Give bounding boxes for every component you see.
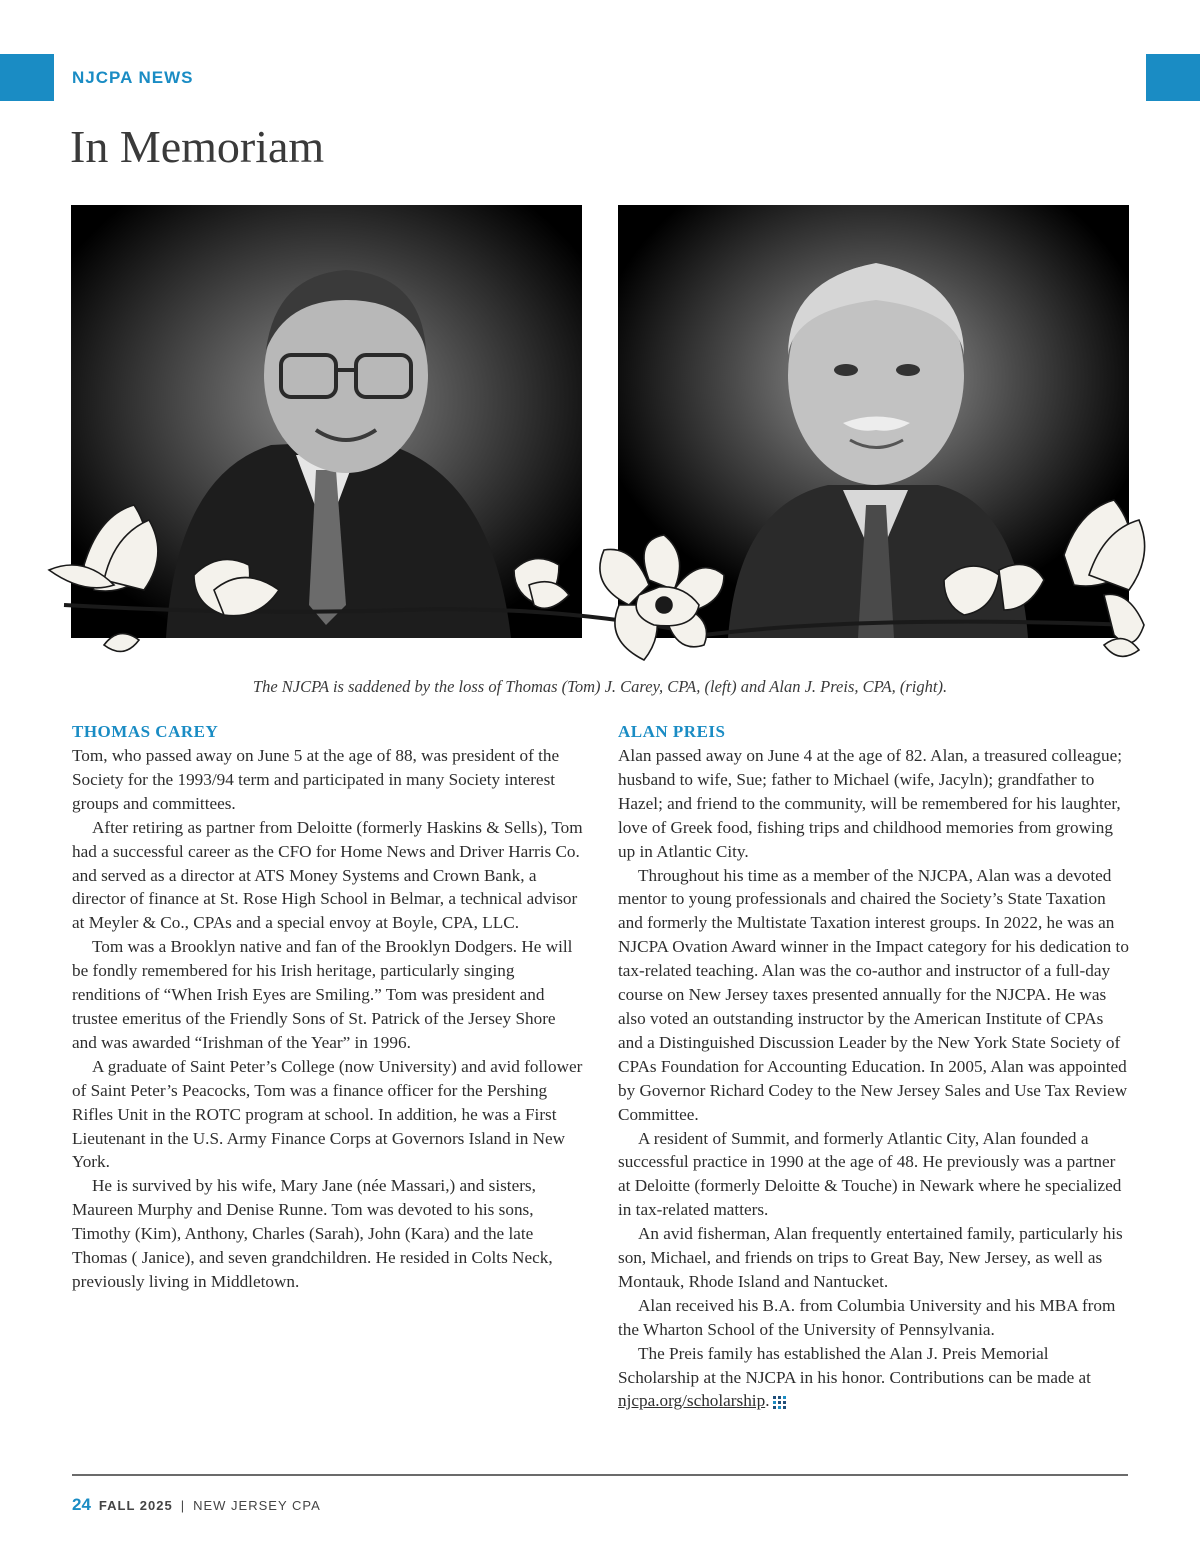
carey-paragraph: A graduate of Saint Peter’s College (now University) and avid follower of Saint Peter’s Peacocks, Tom was a finance officer for the Pershing Rifles Unit in the ROTC program at school. In addition, he was a First Lieutenant in the U.S. Army Finance Corps at Governors Island in New York. (72, 1056, 583, 1172)
page-title: In Memoriam (70, 121, 325, 172)
left-accent-tab (0, 54, 54, 101)
preis-paragraph: A resident of Summit, and formerly Atlantic City, Alan founded a successful practice in 1990 at the age of 48. He previously was a partner at Deloitte (formerly Deloitte & Touche) in Newark where he specialized in tax-related matters. (618, 1128, 1122, 1220)
center-magnolia-flower-icon (600, 535, 724, 660)
magnolia-branch-decoration (44, 495, 1156, 675)
publication-name: NEW JERSEY CPA (193, 1498, 321, 1513)
scholarship-text: The Preis family has established the Alan J. Preis Memorial Scholarship at the NJCPA in his honor. Contributions can be made at (618, 1343, 1091, 1387)
page-footer (72, 1495, 321, 1515)
preis-paragraph: An avid fisherman, Alan frequently entertained family, particularly his son, Michael, and friends on trips to Great Bay, New Jersey, as well as Montauk, Rhode Island and Nantucket. (618, 1224, 1123, 1291)
right-accent-tab (1146, 54, 1200, 101)
carey-paragraph: After retiring as partner from Deloitte (formerly Haskins & Sells), Tom had a successful career as the CFO for Home News and Driver Harris Co. and served as a director at ATS Money Systems and Crown Bank, a director of finance at St. Rose High School in Belmar, a technical advisor at Meyler & Co., CPAs and a special envoy at Boyle, CPA, LLC. (72, 817, 583, 933)
footer-rule (72, 1474, 1128, 1476)
thomas-carey-column (72, 722, 584, 1294)
preis-paragraph: Alan received his B.A. from Columbia University and his MBA from the Wharton School of the University of Pennsylvania. (618, 1295, 1116, 1339)
carey-paragraph: Tom, who passed away on June 5 at the age of 88, was president of the Society for the 1993/94 term and participated in many Society interest groups and committees. (72, 746, 560, 813)
carey-paragraph: He is survived by his wife, Mary Jane (née Massari,) and sisters, Maureen Murphy and Denise Runne. Tom was devoted to his sons, Timothy (Kim), Anthony, Charles (Sarah), John (Kara) and the late Thomas ( Janice), and seven grandchildren. He resided in Colts Neck, previously living in Middletown. (72, 1176, 553, 1291)
preis-paragraph: Throughout his time as a member of the NJCPA, Alan was a devoted mentor to young professionals and chaired the Society’s State Taxation and formerly the Multistate Taxation interest groups. In 2022, he was an NJCPA Ovation Award winner in the Impact category for his dedication to tax-related teaching. Alan was the co-author and instructor of a full-day course on New Jersey taxes presented annually for the NJCPA. He was also voted an outstanding instructor by the American Institute of CPAs and a Distinguished Discussion Leader by the New York State Society of CPAs Foundation for Accounting Education. In 2005, Alan was appointed by Governor Richard Codey to the New Jersey Sales and Use Tax Review Committee. (618, 865, 1129, 1124)
carey-paragraph: Tom was a Brooklyn native and fan of the Brooklyn Dodgers. He will be fondly remembered for his Irish heritage, particularly singing renditions of “When Irish Eyes are Smiling.” Tom was president and trustee emeritus of the Friendly Sons of St. Patrick of the Jersey Shore and was awarded “Irishman of the Year” in 1996. (72, 937, 573, 1052)
thomas-carey-heading: THOMAS CAREY (72, 722, 219, 741)
section-label: NJCPA NEWS (72, 68, 194, 87)
link-suffix: . (765, 1391, 770, 1411)
page-number: 24 (72, 1495, 91, 1514)
scholarship-link[interactable]: njcpa.org/scholarship (618, 1391, 766, 1411)
issue-label: FALL 2025 (98, 1498, 173, 1513)
preis-paragraph-last (618, 1342, 1130, 1414)
footer-separator: | (180, 1498, 186, 1513)
photo-caption: The NJCPA is saddened by the loss of Thomas (Tom) J. Carey, CPA, (left) and Alan J. Preis, CPA, (right). (252, 677, 948, 696)
njcpa-end-mark-icon (773, 1396, 787, 1410)
magnolia-flower-icon (49, 505, 158, 591)
alan-preis-heading: ALAN PREIS (618, 722, 726, 741)
preis-paragraph: Alan passed away on June 4 at the age of 82. Alan, a treasured colleague; husband to wife, Sue; father to Michael (wife, Jacyln); grandfather to Hazel; and friend to the community, will be remembered for his laughter, love of Greek food, fishing trips and childhood memories from growing up in Atlantic City. (618, 746, 1122, 861)
alan-preis-column (618, 722, 1130, 1413)
